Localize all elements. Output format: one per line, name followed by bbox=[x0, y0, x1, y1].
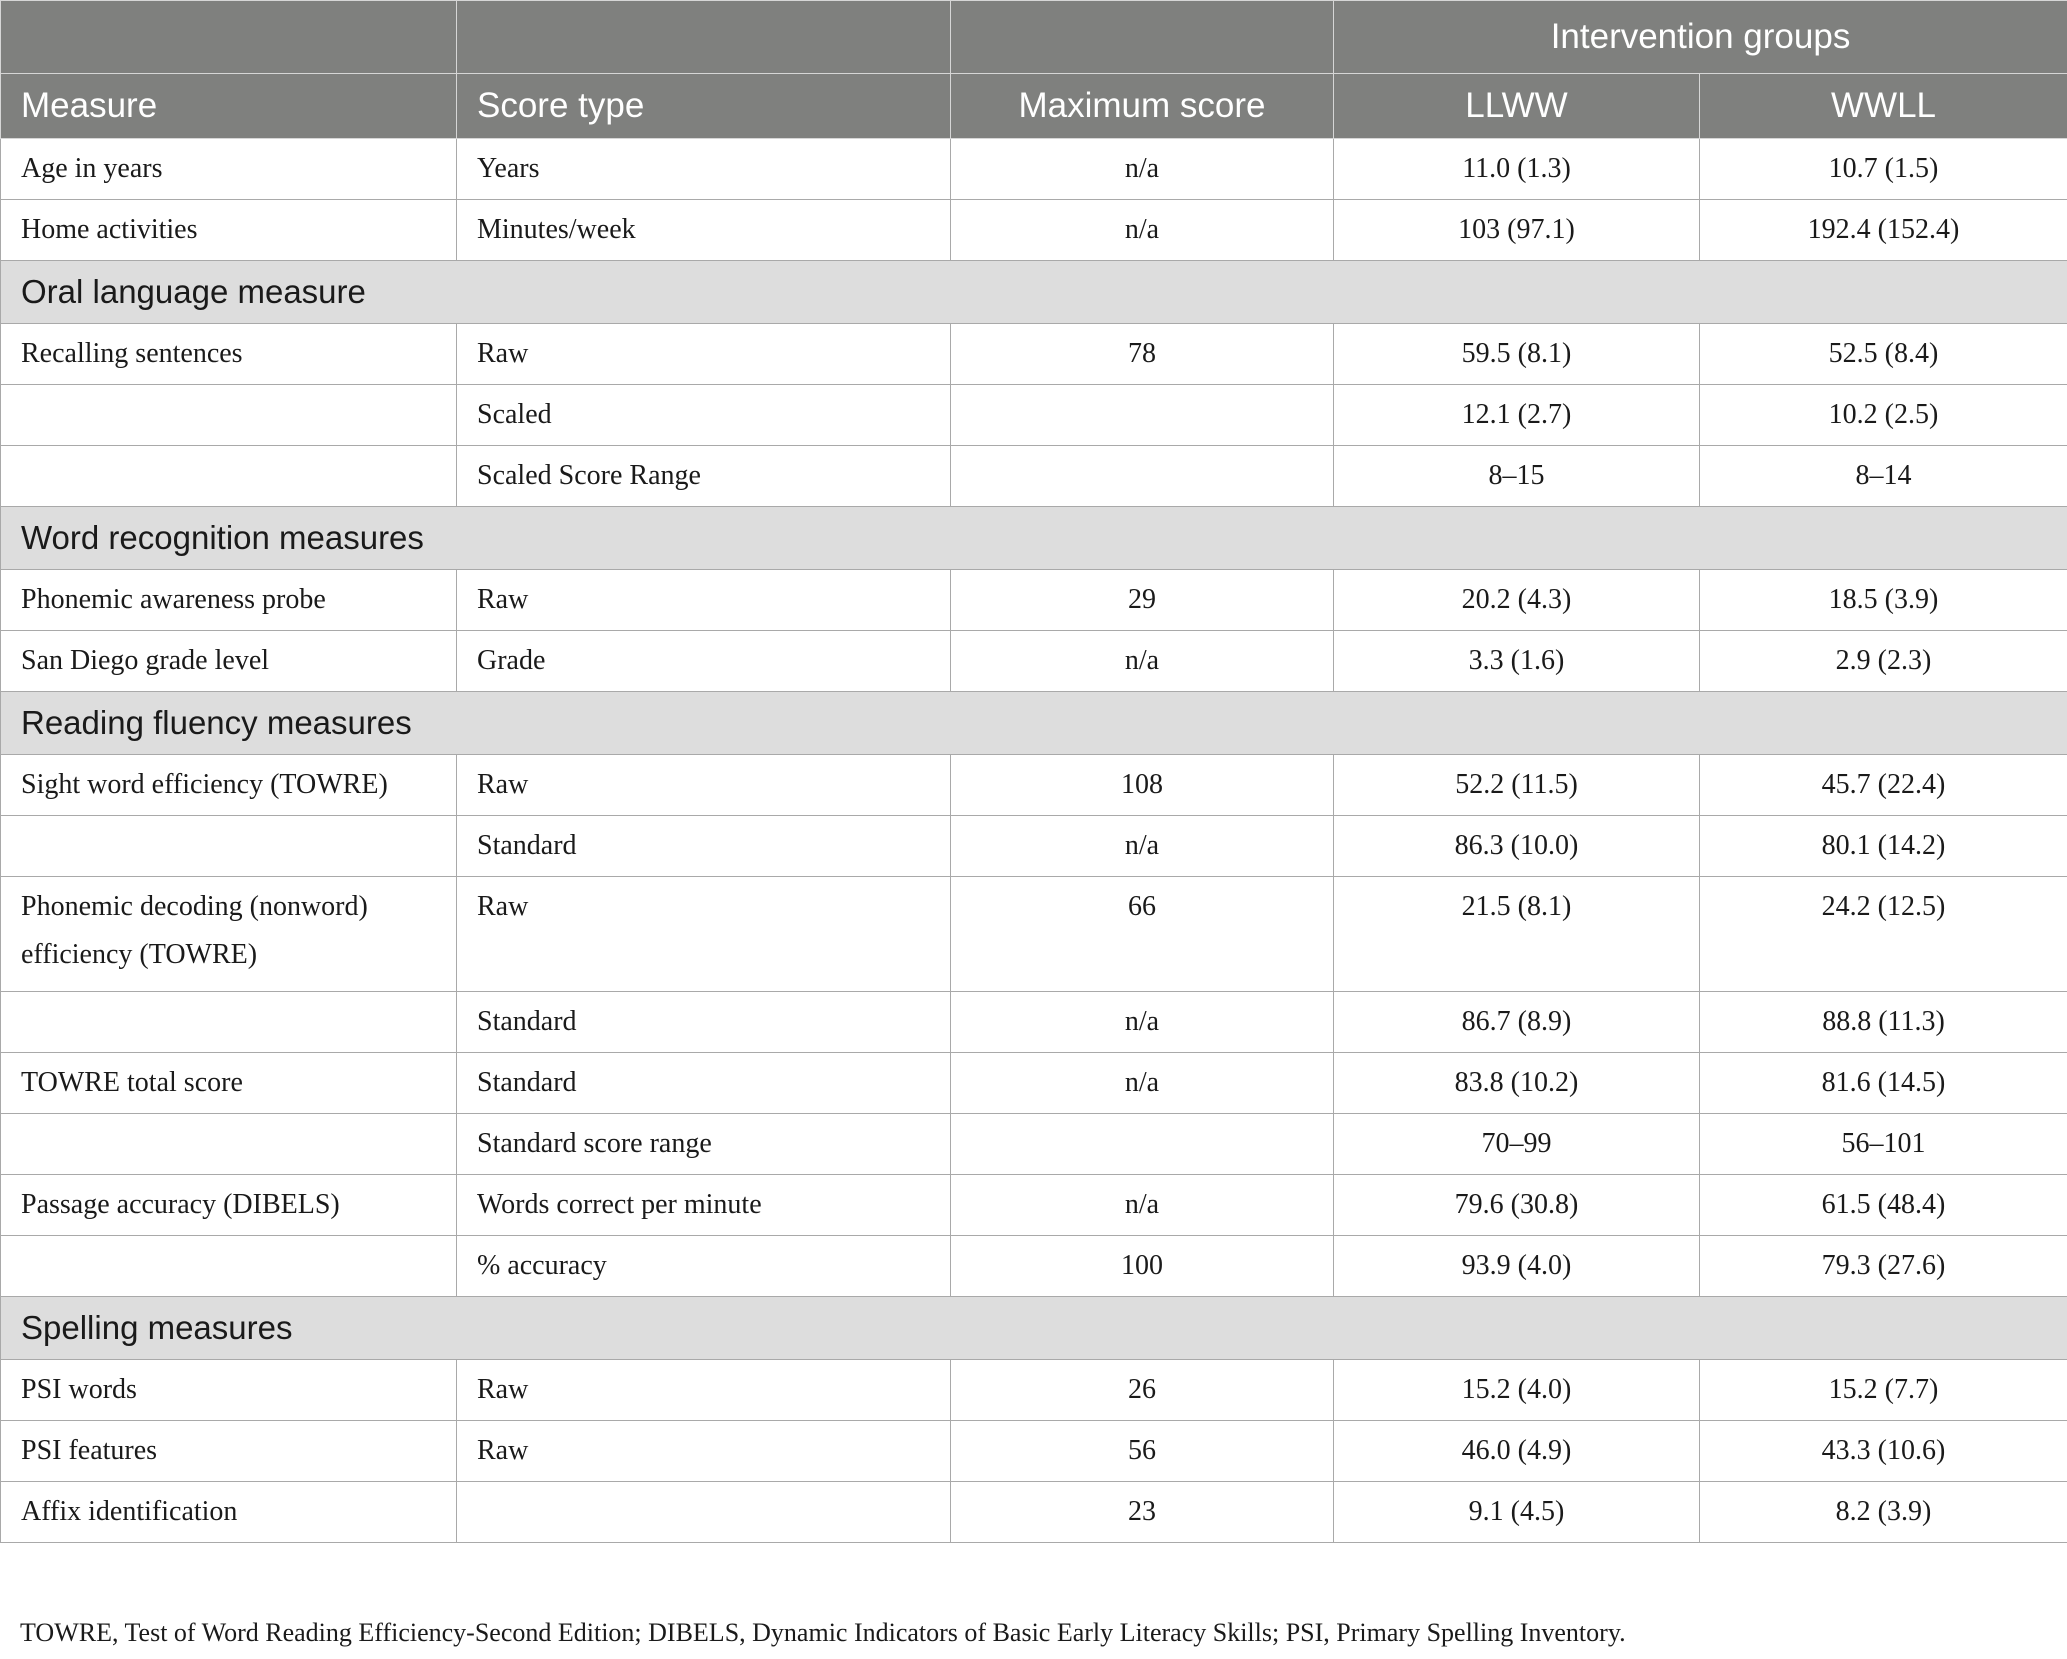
table-row bbox=[1, 385, 2067, 446]
max-score-cell bbox=[951, 385, 1334, 446]
max-score-cell: 66 bbox=[951, 877, 1334, 992]
header-wwll: WWLL bbox=[1700, 74, 2067, 139]
table-row bbox=[1, 877, 2067, 992]
llww-cell: 15.2 (4.0) bbox=[1334, 1360, 1700, 1421]
table-row bbox=[1, 1421, 2067, 1482]
measure-cell: TOWRE total score bbox=[1, 1053, 457, 1114]
header-row-columns bbox=[1, 74, 2067, 139]
wwll-cell: 10.7 (1.5) bbox=[1700, 139, 2067, 200]
section-label: Word recognition measures bbox=[1, 507, 2067, 570]
table-row bbox=[1, 1114, 2067, 1175]
max-score-cell: n/a bbox=[951, 816, 1334, 877]
measure-cell: PSI features bbox=[1, 1421, 457, 1482]
max-score-cell: n/a bbox=[951, 631, 1334, 692]
measure-cell bbox=[1, 446, 457, 507]
llww-cell: 21.5 (8.1) bbox=[1334, 877, 1700, 992]
wwll-cell: 43.3 (10.6) bbox=[1700, 1421, 2067, 1482]
llww-cell: 86.3 (10.0) bbox=[1334, 816, 1700, 877]
measure-cell: Passage accuracy (DIBELS) bbox=[1, 1175, 457, 1236]
score-type-cell: Standard bbox=[457, 992, 951, 1053]
score-type-cell: Standard score range bbox=[457, 1114, 951, 1175]
header-intervention-groups: Intervention groups bbox=[1334, 1, 2067, 74]
score-type-cell: Grade bbox=[457, 631, 951, 692]
section-header-row bbox=[1, 507, 2067, 570]
table-row bbox=[1, 1236, 2067, 1297]
measure-cell bbox=[1, 1114, 457, 1175]
wwll-cell: 56–101 bbox=[1700, 1114, 2067, 1175]
llww-cell: 52.2 (11.5) bbox=[1334, 755, 1700, 816]
max-score-cell: 23 bbox=[951, 1482, 1334, 1543]
measure-cell: Affix identification bbox=[1, 1482, 457, 1543]
score-type-cell: Standard bbox=[457, 816, 951, 877]
score-type-cell: Raw bbox=[457, 755, 951, 816]
table-row bbox=[1, 570, 2067, 631]
max-score-cell bbox=[951, 1114, 1334, 1175]
llww-cell: 70–99 bbox=[1334, 1114, 1700, 1175]
header-score-type: Score type bbox=[457, 74, 951, 139]
table-header bbox=[1, 1, 2067, 139]
max-score-cell: 108 bbox=[951, 755, 1334, 816]
max-score-cell: 29 bbox=[951, 570, 1334, 631]
llww-cell: 11.0 (1.3) bbox=[1334, 139, 1700, 200]
header-blank-cell bbox=[1, 1, 457, 74]
header-llww: LLWW bbox=[1334, 74, 1700, 139]
llww-cell: 12.1 (2.7) bbox=[1334, 385, 1700, 446]
table-row bbox=[1, 324, 2067, 385]
table-row bbox=[1, 139, 2067, 200]
measure-cell bbox=[1, 816, 457, 877]
wwll-cell: 88.8 (11.3) bbox=[1700, 992, 2067, 1053]
table-row bbox=[1, 755, 2067, 816]
measure-cell bbox=[1, 1236, 457, 1297]
score-type-cell: Minutes/week bbox=[457, 200, 951, 261]
wwll-cell: 18.5 (3.9) bbox=[1700, 570, 2067, 631]
wwll-cell: 10.2 (2.5) bbox=[1700, 385, 2067, 446]
llww-cell: 8–15 bbox=[1334, 446, 1700, 507]
max-score-cell: 78 bbox=[951, 324, 1334, 385]
score-type-cell: Scaled Score Range bbox=[457, 446, 951, 507]
llww-cell: 3.3 (1.6) bbox=[1334, 631, 1700, 692]
wwll-cell: 52.5 (8.4) bbox=[1700, 324, 2067, 385]
measure-cell: Sight word efficiency (TOWRE) bbox=[1, 755, 457, 816]
table-body bbox=[1, 139, 2067, 1543]
max-score-cell: n/a bbox=[951, 200, 1334, 261]
wwll-cell: 8–14 bbox=[1700, 446, 2067, 507]
score-type-cell: Raw bbox=[457, 570, 951, 631]
max-score-cell: n/a bbox=[951, 1053, 1334, 1114]
measure-cell: Phonemic decoding (nonword) efficiency (TOWRE) bbox=[1, 877, 457, 992]
score-type-cell: Raw bbox=[457, 324, 951, 385]
wwll-cell: 45.7 (22.4) bbox=[1700, 755, 2067, 816]
table-row bbox=[1, 1360, 2067, 1421]
measure-cell: PSI words bbox=[1, 1360, 457, 1421]
llww-cell: 93.9 (4.0) bbox=[1334, 1236, 1700, 1297]
measure-cell: Recalling sentences bbox=[1, 324, 457, 385]
score-type-cell: Years bbox=[457, 139, 951, 200]
llww-cell: 59.5 (8.1) bbox=[1334, 324, 1700, 385]
wwll-cell: 8.2 (3.9) bbox=[1700, 1482, 2067, 1543]
llww-cell: 20.2 (4.3) bbox=[1334, 570, 1700, 631]
max-score-cell: 56 bbox=[951, 1421, 1334, 1482]
header-maximum-score: Maximum score bbox=[951, 74, 1334, 139]
max-score-cell bbox=[951, 446, 1334, 507]
max-score-cell: 100 bbox=[951, 1236, 1334, 1297]
score-type-cell: Raw bbox=[457, 1421, 951, 1482]
section-header-row bbox=[1, 1297, 2067, 1360]
score-type-cell: Raw bbox=[457, 1360, 951, 1421]
table-row bbox=[1, 631, 2067, 692]
max-score-cell: n/a bbox=[951, 992, 1334, 1053]
measure-cell: San Diego grade level bbox=[1, 631, 457, 692]
max-score-cell: 26 bbox=[951, 1360, 1334, 1421]
measure-cell bbox=[1, 992, 457, 1053]
max-score-cell: n/a bbox=[951, 1175, 1334, 1236]
score-type-cell: Standard bbox=[457, 1053, 951, 1114]
table-row bbox=[1, 200, 2067, 261]
section-label: Reading fluency measures bbox=[1, 692, 2067, 755]
max-score-cell: n/a bbox=[951, 139, 1334, 200]
llww-cell: 46.0 (4.9) bbox=[1334, 1421, 1700, 1482]
score-type-cell: Scaled bbox=[457, 385, 951, 446]
measure-cell: Phonemic awareness probe bbox=[1, 570, 457, 631]
wwll-cell: 80.1 (14.2) bbox=[1700, 816, 2067, 877]
table-footnote: TOWRE, Test of Word Reading Efficiency-Second Edition; DIBELS, Dynamic Indicators of Basic Early Literacy Skills; PSI, Primary Spelling Inventory. bbox=[20, 1618, 1626, 1647]
wwll-cell: 2.9 (2.3) bbox=[1700, 631, 2067, 692]
table-row bbox=[1, 1482, 2067, 1543]
llww-cell: 9.1 (4.5) bbox=[1334, 1482, 1700, 1543]
section-header-row bbox=[1, 261, 2067, 324]
llww-cell: 86.7 (8.9) bbox=[1334, 992, 1700, 1053]
table-row bbox=[1, 1175, 2067, 1236]
wwll-cell: 15.2 (7.7) bbox=[1700, 1360, 2067, 1421]
header-blank-cell bbox=[457, 1, 951, 74]
wwll-cell: 61.5 (48.4) bbox=[1700, 1175, 2067, 1236]
wwll-cell: 24.2 (12.5) bbox=[1700, 877, 2067, 992]
measure-cell: Home activities bbox=[1, 200, 457, 261]
table-row bbox=[1, 992, 2067, 1053]
score-type-cell bbox=[457, 1482, 951, 1543]
section-label: Spelling measures bbox=[1, 1297, 2067, 1360]
header-row-group bbox=[1, 1, 2067, 74]
llww-cell: 103 (97.1) bbox=[1334, 200, 1700, 261]
section-header-row bbox=[1, 692, 2067, 755]
llww-cell: 79.6 (30.8) bbox=[1334, 1175, 1700, 1236]
wwll-cell: 192.4 (152.4) bbox=[1700, 200, 2067, 261]
measure-cell: Age in years bbox=[1, 139, 457, 200]
header-blank-cell bbox=[951, 1, 1334, 74]
table-row bbox=[1, 1053, 2067, 1114]
wwll-cell: 81.6 (14.5) bbox=[1700, 1053, 2067, 1114]
table-row bbox=[1, 816, 2067, 877]
score-type-cell: Raw bbox=[457, 877, 951, 992]
score-type-cell: Words correct per minute bbox=[457, 1175, 951, 1236]
wwll-cell: 79.3 (27.6) bbox=[1700, 1236, 2067, 1297]
header-measure: Measure bbox=[1, 74, 457, 139]
llww-cell: 83.8 (10.2) bbox=[1334, 1053, 1700, 1114]
section-label: Oral language measure bbox=[1, 261, 2067, 324]
score-type-cell: % accuracy bbox=[457, 1236, 951, 1297]
table-row bbox=[1, 446, 2067, 507]
measure-cell bbox=[1, 385, 457, 446]
